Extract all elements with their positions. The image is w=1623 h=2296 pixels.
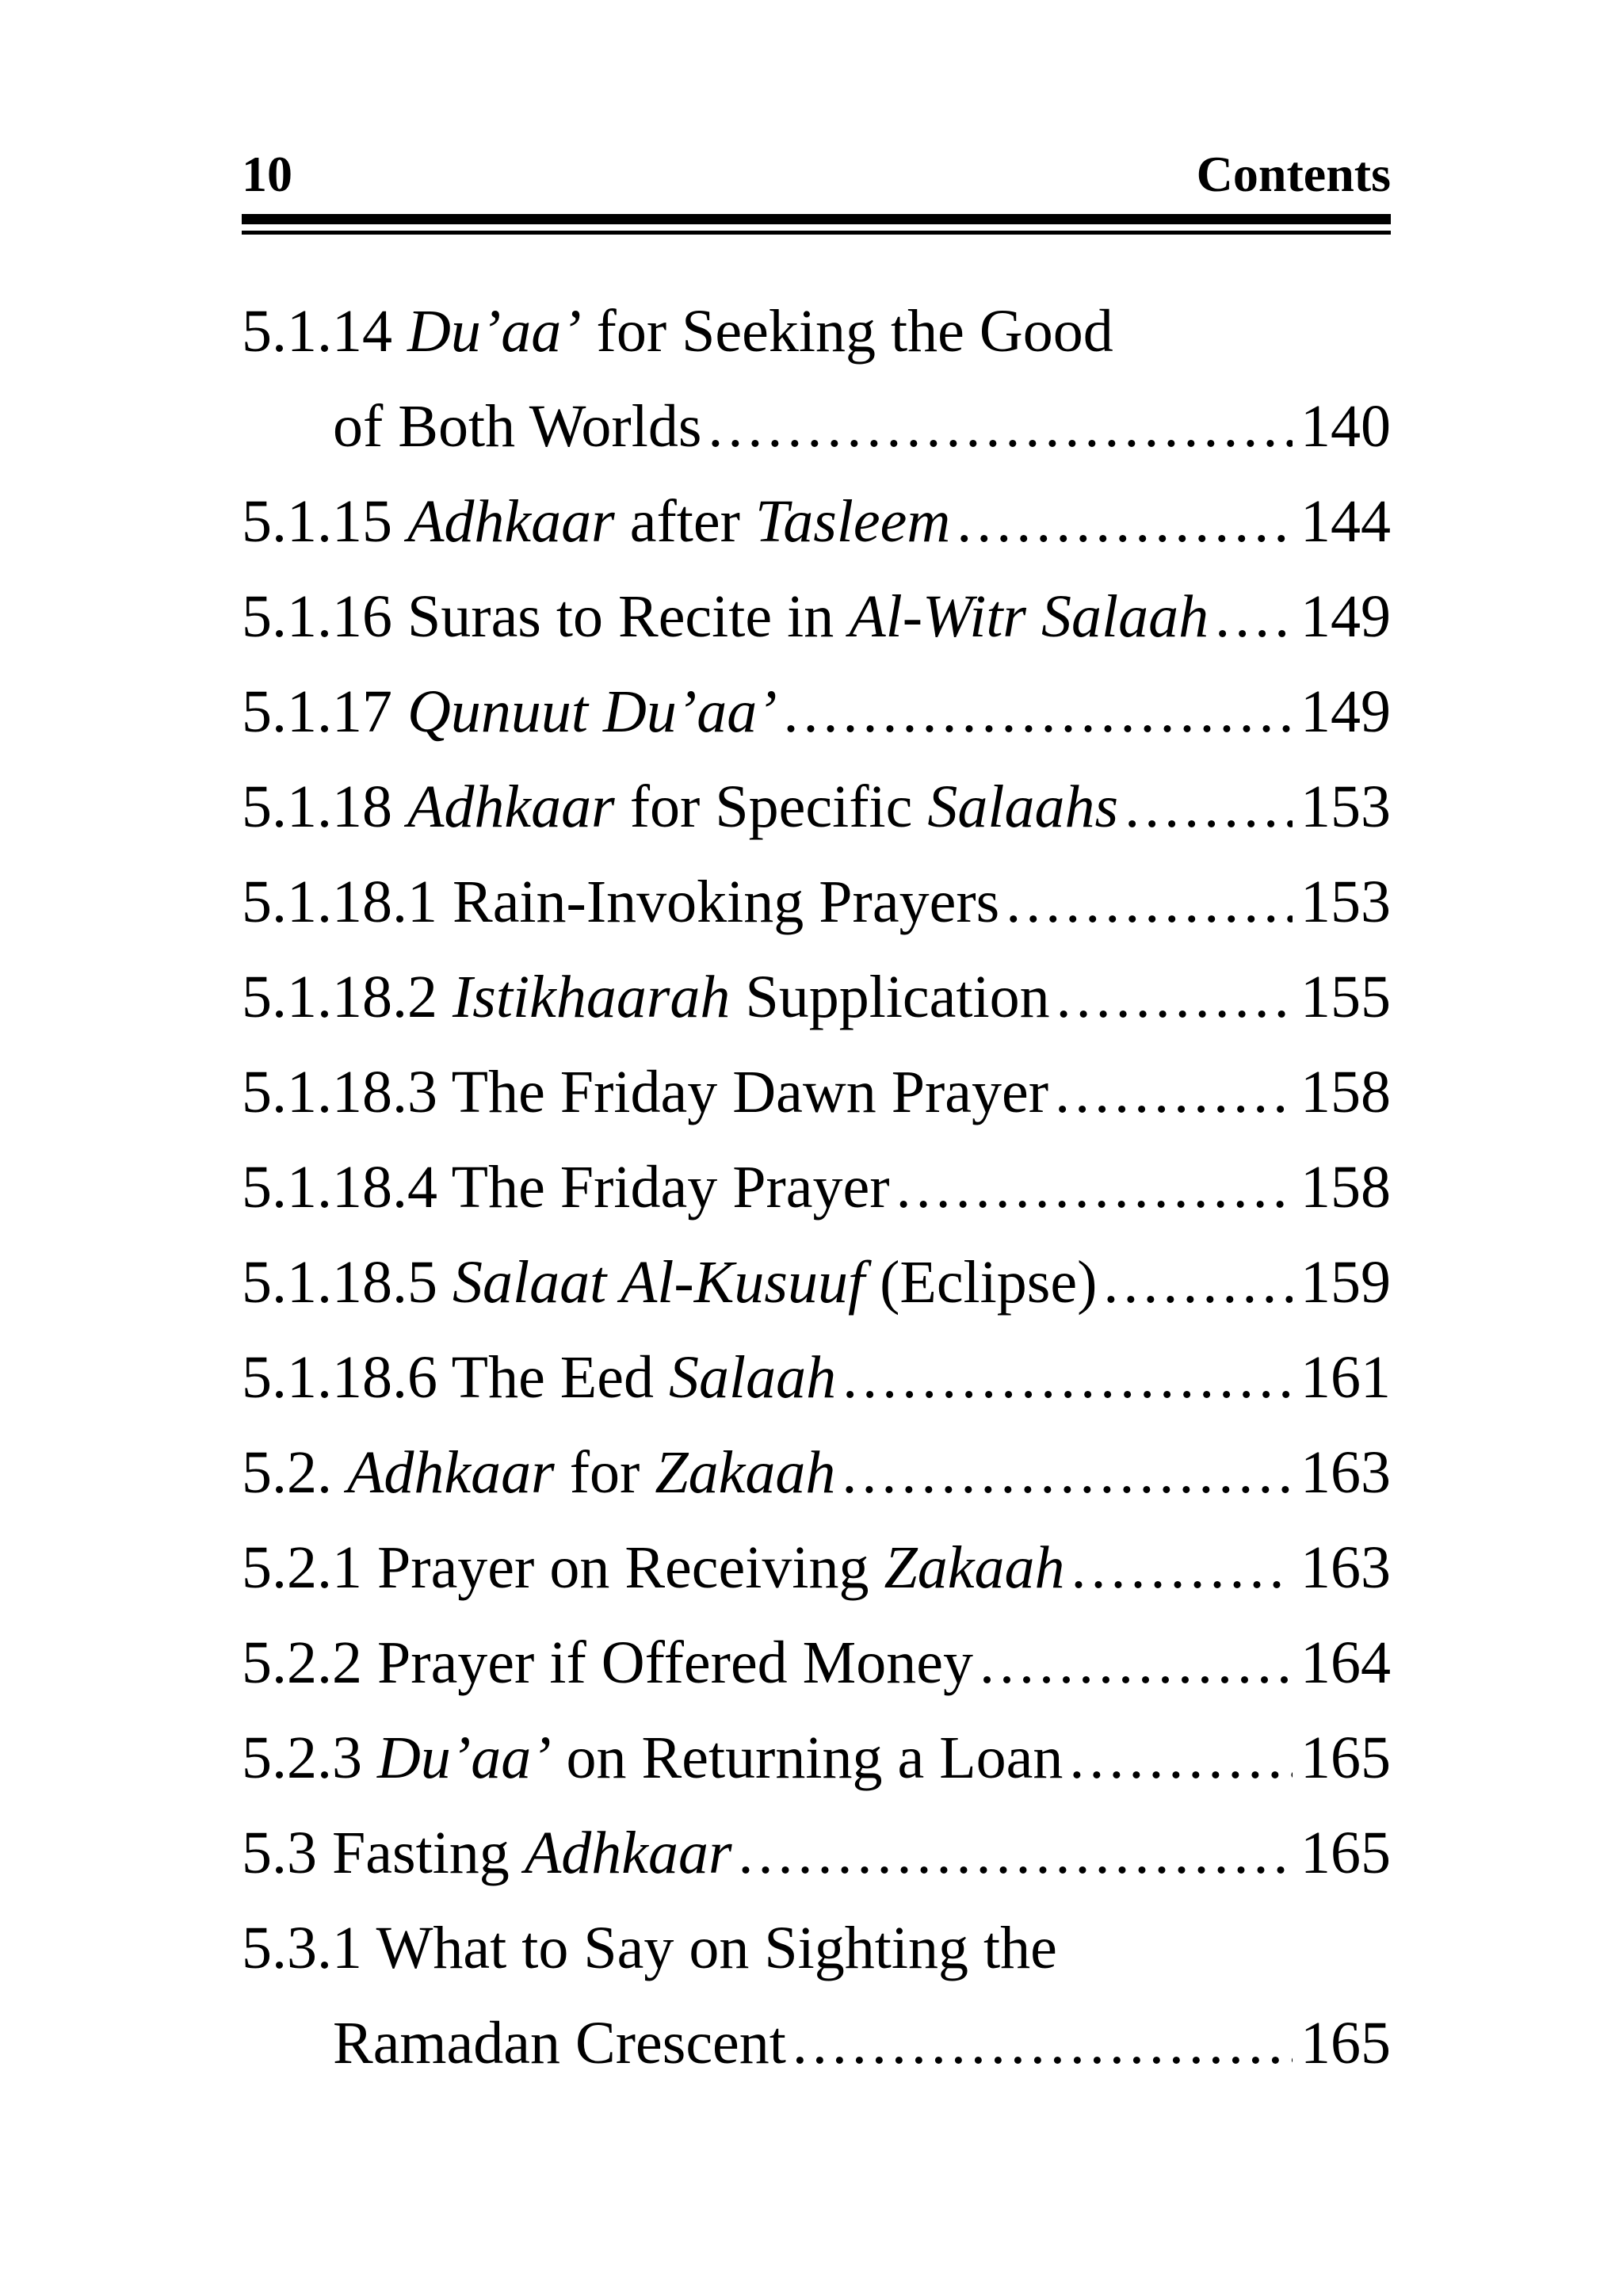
toc-entry-title — [242, 1140, 890, 1235]
toc-entry-page: 158 — [1300, 1154, 1391, 1221]
toc-entry-title-part: Supplication — [730, 964, 1050, 1030]
toc-entry-title-part: Istikhaarah — [453, 964, 731, 1030]
dot-leader — [896, 1140, 1293, 1235]
toc-entry-title — [242, 1901, 1057, 1996]
toc-entry-number: 5.2.2 — [242, 1629, 377, 1696]
dot-leader — [739, 1805, 1293, 1901]
toc-entry-title-part: Tasleem — [754, 488, 951, 555]
toc-entry-number: 5.1.18.6 — [242, 1344, 452, 1411]
toc-entry — [242, 664, 1391, 759]
toc-entry-number: 5.3.1 — [242, 1915, 376, 1981]
toc-entry — [242, 1520, 1391, 1615]
toc-entry-title-part: Rain-Invoking Prayers — [453, 869, 1000, 935]
toc-entry — [242, 569, 1391, 664]
toc-entry-title — [242, 474, 950, 569]
toc-entry-title-part: (Eclipse) — [865, 1249, 1098, 1316]
toc-entry — [242, 284, 1391, 379]
dot-leader — [1069, 1710, 1293, 1805]
toc-entry-page: 164 — [1300, 1629, 1391, 1696]
toc-entry-title — [242, 1045, 1048, 1140]
dot-leader — [792, 1996, 1293, 2091]
toc-entry-number: 5.2.3 — [242, 1725, 377, 1791]
toc-entry-number: 5.2. — [242, 1439, 347, 1506]
toc-entry-title-part: for Specific — [614, 774, 928, 840]
toc-entry-title-part: Prayer if Offered Money — [377, 1629, 973, 1696]
toc-entry-page: 149 — [1300, 678, 1391, 745]
toc-entry-page: 140 — [1300, 393, 1391, 460]
toc-entry-title — [242, 1425, 835, 1520]
toc-entry-number: 5.1.18.3 — [242, 1059, 452, 1125]
toc-entry-page: 165 — [1300, 1820, 1391, 1886]
toc-entry-title-part: Salaahs — [927, 774, 1119, 840]
toc-entry-number: 5.1.17 — [242, 678, 407, 745]
toc-entry-title-part: Adhkaar — [347, 1439, 555, 1506]
toc-entry-number: 5.1.18.2 — [242, 964, 453, 1030]
toc-entry-title-part: The Friday Prayer — [451, 1154, 890, 1221]
toc-entry-page: 153 — [1300, 774, 1391, 840]
toc-entry-title-part: What to Say on Sighting the — [376, 1915, 1057, 1981]
toc-entry-title — [242, 854, 999, 949]
toc-entry — [242, 1140, 1391, 1235]
dot-leader — [1125, 759, 1293, 854]
toc-entry-page: 144 — [1300, 488, 1391, 555]
toc-entry-title-part: Qunuut Du’aa’ — [407, 678, 777, 745]
table-of-contents — [242, 284, 1391, 2091]
dot-leader — [1055, 1045, 1293, 1140]
toc-entry-page: 158 — [1300, 1059, 1391, 1125]
toc-entry-title — [242, 284, 1113, 379]
dot-leader — [784, 664, 1293, 759]
toc-entry-number: 5.3 — [242, 1820, 332, 1886]
toc-entry-title-part: Adhkaar — [407, 488, 615, 555]
toc-entry-title — [242, 949, 1050, 1045]
dot-leader — [1071, 1520, 1293, 1615]
dot-leader — [1103, 1235, 1293, 1330]
toc-entry-number: 5.1.18 — [242, 774, 407, 840]
toc-entry-title-part: Zakaah — [884, 1534, 1065, 1601]
toc-entry — [242, 1901, 1391, 1996]
toc-entry — [242, 1330, 1391, 1425]
toc-entry-title-part: Zakaah — [655, 1439, 836, 1506]
toc-entry-page: 153 — [1300, 869, 1391, 935]
dot-leader — [842, 1425, 1293, 1520]
toc-entry — [242, 1235, 1391, 1330]
toc-entry — [242, 1805, 1391, 1901]
dot-leader — [1006, 854, 1293, 949]
toc-entry-continuation — [242, 379, 1391, 474]
toc-entry-number: 5.1.18.4 — [242, 1154, 452, 1221]
toc-entry-title — [242, 1330, 836, 1425]
toc-entry-title-part: Salaah — [668, 1344, 837, 1411]
dot-leader — [1056, 949, 1293, 1045]
toc-entry-title — [242, 569, 1209, 664]
header-rule-thick — [242, 214, 1391, 224]
dot-leader — [708, 379, 1293, 474]
page-number: 10 — [242, 146, 292, 202]
toc-entry-number: 5.1.15 — [242, 488, 407, 555]
toc-entry-title-part: Al-Witr Salaah — [849, 583, 1209, 650]
toc-entry — [242, 949, 1391, 1045]
toc-entry — [242, 1045, 1391, 1140]
toc-entry-title — [242, 1235, 1097, 1330]
toc-entry — [242, 854, 1391, 949]
toc-entry — [242, 474, 1391, 569]
toc-entry-page: 149 — [1300, 583, 1391, 650]
toc-entry-title-part: Prayer on Receiving — [377, 1534, 884, 1601]
dot-leader — [957, 474, 1293, 569]
toc-entry-title-continued: of Both Worlds — [333, 393, 702, 460]
toc-entry-page: 163 — [1300, 1534, 1391, 1601]
toc-entry-page: 165 — [1300, 2010, 1391, 2076]
dot-leader — [980, 1615, 1293, 1710]
toc-entry-number: 5.1.18.1 — [242, 869, 453, 935]
toc-entry-number: 5.1.18.5 — [242, 1249, 453, 1316]
toc-entry-title-part: Du’aa’ — [407, 298, 582, 365]
toc-entry — [242, 1615, 1391, 1710]
dot-leader — [842, 1330, 1293, 1425]
toc-entry-title-part: The Eed — [451, 1344, 669, 1411]
toc-entry — [242, 1425, 1391, 1520]
toc-entry-title — [242, 1710, 1063, 1805]
toc-entry-title-part: for — [554, 1439, 655, 1506]
toc-entry-title-part: Adhkaar — [524, 1820, 732, 1886]
toc-entry-title-part: The Friday Dawn Prayer — [451, 1059, 1049, 1125]
toc-entry-page: 155 — [1300, 964, 1391, 1030]
toc-entry-page: 163 — [1300, 1439, 1391, 1506]
toc-entry-title-part: for Seeking the Good — [581, 298, 1113, 365]
toc-entry-page: 159 — [1300, 1249, 1391, 1316]
toc-entry-title — [242, 1805, 732, 1901]
toc-entry-page: 161 — [1300, 1344, 1391, 1411]
toc-entry-title-part: after — [614, 488, 755, 555]
toc-entry-page: 165 — [1300, 1725, 1391, 1791]
toc-entry-number: 5.2.1 — [242, 1534, 377, 1601]
toc-entry-title-part: Adhkaar — [407, 774, 615, 840]
toc-entry-continuation — [242, 1996, 1391, 2091]
toc-entry-title-part: Du’aa’ — [377, 1725, 552, 1791]
running-title: Contents — [1196, 146, 1391, 202]
header-rule-thin — [242, 231, 1391, 235]
toc-entry-title-part: on Returning a Loan — [551, 1725, 1064, 1791]
toc-entry-title-part: Fasting — [332, 1820, 525, 1886]
toc-entry-title — [242, 664, 777, 759]
toc-entry — [242, 759, 1391, 854]
toc-entry-number: 5.1.14 — [242, 298, 407, 365]
toc-entry-title — [242, 759, 1118, 854]
dot-leader — [1215, 569, 1293, 664]
toc-entry-title-part: Salaat Al-Kusuuf — [453, 1249, 865, 1316]
toc-entry-title — [242, 1615, 973, 1710]
toc-entry-title-part: Suras to Recite in — [407, 583, 850, 650]
toc-entry-title-continued: Ramadan Crescent — [333, 2010, 786, 2076]
running-header — [242, 143, 1391, 214]
toc-entry — [242, 1710, 1391, 1805]
toc-entry-number: 5.1.16 — [242, 583, 407, 650]
toc-entry-title — [242, 1520, 1064, 1615]
